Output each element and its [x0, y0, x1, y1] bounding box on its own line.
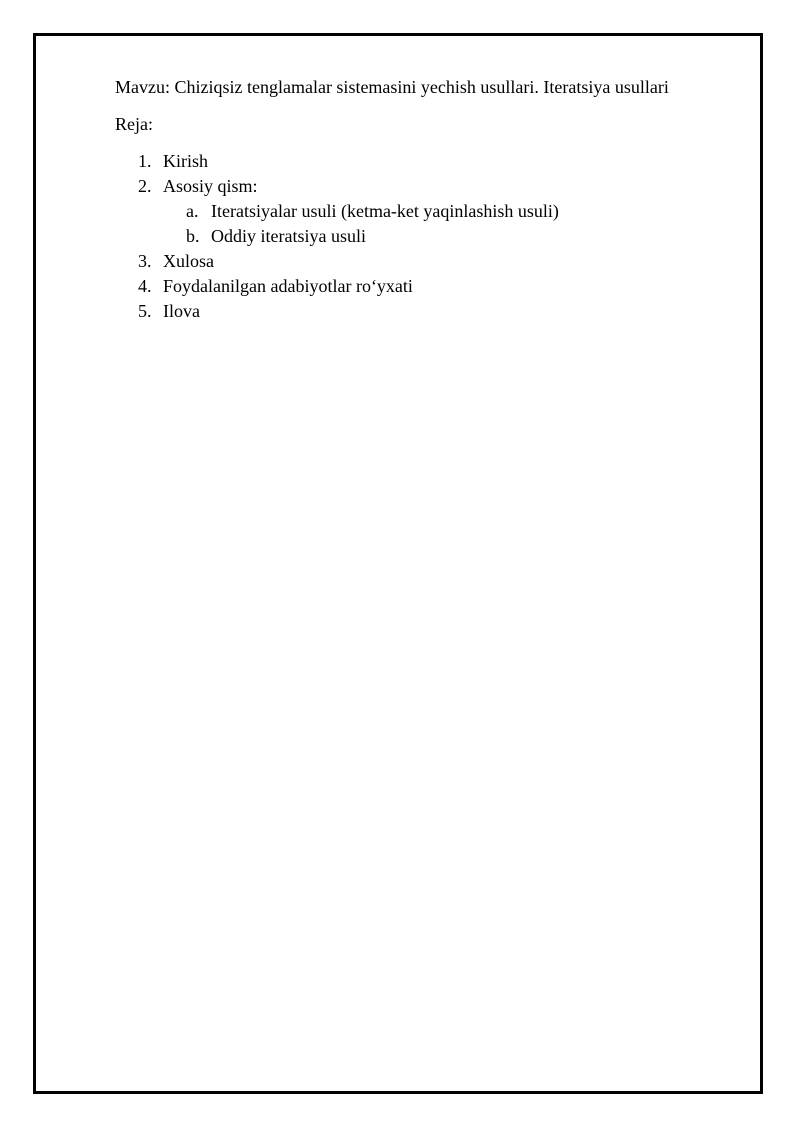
plan-sub-list — [163, 199, 755, 249]
plan-item-text: Asosiy qism: — [163, 176, 258, 196]
plan-sub-item-text: Oddiy iteratsiya usuli — [211, 226, 366, 246]
plan-item-number: 1. — [138, 151, 152, 171]
plan-item-5 — [115, 299, 755, 324]
plan-item-1 — [115, 149, 755, 174]
plan-item-number: 4. — [138, 276, 152, 296]
plan-item-3 — [115, 249, 755, 274]
plan-sub-item-text: Iteratsiyalar usuli (ketma-ket yaqinlashish usuli) — [211, 201, 559, 221]
plan-sub-item-letter: b. — [186, 226, 200, 246]
plan-item-2 — [115, 174, 755, 249]
plan-item-number: 2. — [138, 176, 152, 196]
plan-list — [115, 149, 755, 324]
plan-item-number: 5. — [138, 301, 152, 321]
topic-heading: Mavzu: Chiziqsiz tenglamalar sistemasini yechish usullari. Iteratsiya usullari — [115, 77, 669, 97]
plan-item-text: Xulosa — [163, 251, 214, 271]
plan-sub-item-b — [163, 224, 755, 249]
plan-item-text: Ilova — [163, 301, 200, 321]
plan-sub-item-letter: a. — [186, 201, 199, 221]
plan-label: Reja: — [115, 114, 153, 134]
document-content — [115, 76, 755, 324]
plan-item-number: 3. — [138, 251, 152, 271]
plan-sub-item-a — [163, 199, 755, 224]
plan-item-text: Kirish — [163, 151, 208, 171]
plan-item-4 — [115, 274, 755, 299]
plan-item-text: Foydalanilgan adabiyotlar ro‘yxati — [163, 276, 413, 296]
